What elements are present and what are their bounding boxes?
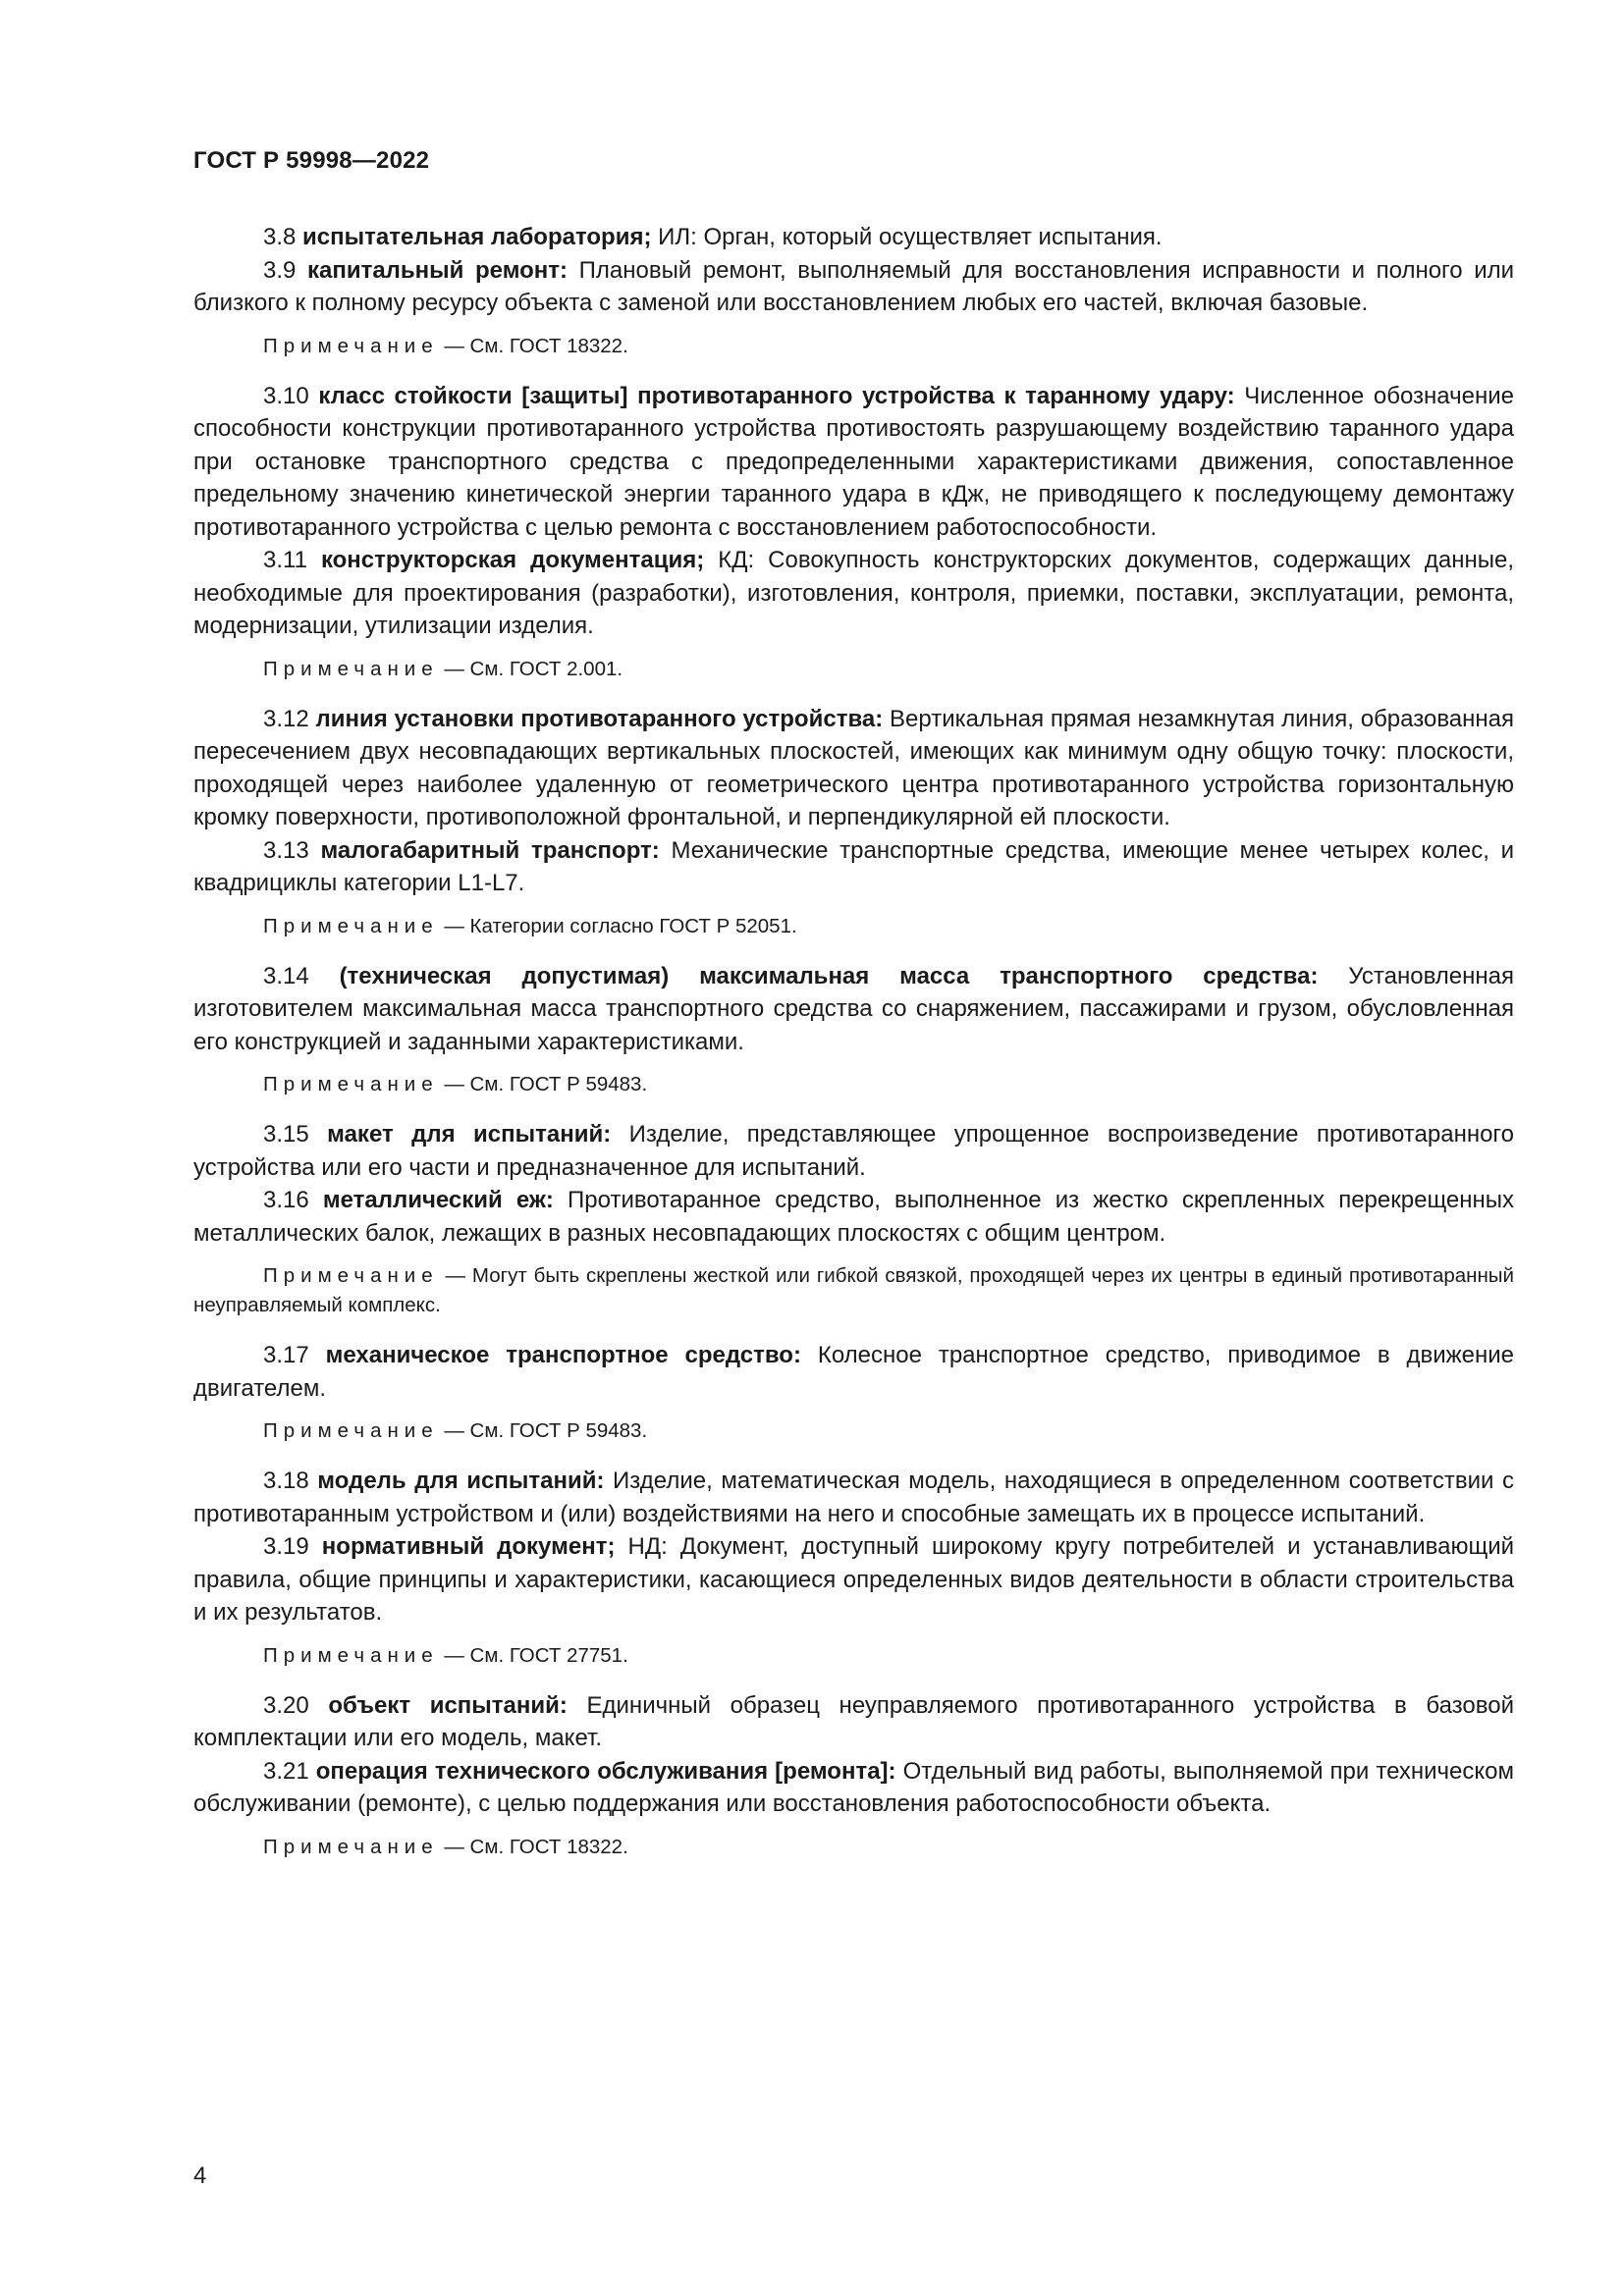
term-entry [193,1689,1514,1755]
term-number: 3.15 [263,1121,309,1148]
note-label: Примечание [263,1643,439,1667]
term-name: испытательная лаборатория; [302,224,652,250]
term-number: 3.10 [263,382,309,409]
term-note [193,332,1514,361]
term-entry [193,834,1514,900]
note-label: Примечание [263,657,439,680]
term-entry [193,960,1514,1059]
note-text: — См. ГОСТ 18322. [444,334,628,357]
terms-section [193,221,1514,1881]
term-name: линия установки противотаранного устройства: [315,705,884,732]
term-entry [193,1465,1514,1530]
term-note [193,912,1514,941]
term-name: металлический еж: [322,1187,554,1213]
term-entry [193,380,1514,545]
term-name: класс стойкости [защиты] противотаранного устройства к таранному удару: [318,382,1235,409]
term-definition: НД: Документ, доступный широкому кругу потребителей и устанавливающий правила, общие принципы и характеристики, касающиеся определенных видов деятельности в области строительства и их результатов. [193,1533,1515,1626]
note-text: — См. ГОСТ Р 59483. [444,1419,648,1442]
term-name: капитальный ремонт: [306,256,568,284]
note-text: — См. ГОСТ 2.001. [444,657,623,680]
term-note [193,1833,1514,1862]
term-note [193,1261,1514,1320]
term-number: 3.20 [263,1691,309,1719]
term-note [193,1641,1514,1671]
term-number: 3.14 [263,962,309,989]
term-definition: Отдельный вид работы, выполняемой при техническом обслуживании (ремонте), с целью поддержания или восстановления работоспособности объекта. [193,1757,1515,1817]
term-name: объект испытаний: [328,1691,568,1719]
term-definition: Противотаранное средство, выполненное из жестко скрепленных перекрещенных металлических балок, лежащих в разных несовпадающих плоскостях с общим центром. [193,1187,1515,1247]
term-number: 3.19 [263,1533,309,1560]
note-text: — Категории согласно ГОСТ Р 52051. [444,914,797,937]
note-label: Примечание [263,1835,439,1858]
term-name: нормативный документ; [321,1533,616,1560]
term-entry [193,1118,1514,1184]
term-number: 3.21 [263,1757,309,1785]
term-entry [193,254,1514,320]
term-number: 3.17 [263,1342,309,1368]
term-definition: Изделие, представляющее упрощенное воспроизведение противотаранного устройства или его части и предназначенное для испытаний. [193,1121,1515,1181]
note-label: Примечание [263,334,439,357]
note-label: Примечание [263,1264,439,1287]
term-number: 3.11 [263,547,307,573]
term-entry [193,703,1514,834]
term-number: 3.12 [263,705,309,732]
term-name: (техническая допустимая) максимальная масса транспортного средства: [339,962,1319,989]
term-definition: Численное обозначение способности конструкции противотаранного устройства противостоять разрушающему воздействию таранного удара при остановке транспортного средства с предопределенными характеристиками движения, сопоставленное предельному значению кинетической энергии таранного удара в кДж, не приводящего к последующему демонтажу противотаранного устройства с целью ремонта с восстановлением работоспособности. [193,382,1514,541]
note-label: Примечание [263,1419,439,1442]
note-label: Примечание [263,1073,439,1095]
term-name: механическое транспортное средство: [325,1342,801,1368]
term-definition: КД: Совокупность конструкторских документов, содержащих данные, необходимые для проектирования (разработки), изготовления, контроля, приемки, поставки, эксплуатации, ремонта, модернизации, утилизации изделия. [193,547,1515,639]
term-note [193,655,1514,684]
term-entry [193,544,1514,643]
term-entry [193,1339,1514,1405]
term-entry [193,221,1514,254]
note-text: — См. ГОСТ 18322. [444,1835,628,1858]
page-number: 4 [193,2163,207,2189]
term-definition: Вертикальная прямая незамкнутая линия, образованная пересечением двух несовпадающих вертикальных плоскостей, имеющих как минимум одну общую точку: плоскости, проходящей через наиболее удаленную от геометрического центра противотаранного устройства горизонтальную кромку поверхности, противоположной фронтальной, и перпендикулярной ей плоскости. [193,705,1514,830]
term-note [193,1416,1514,1446]
term-definition: Механические транспортные средства, имеющие менее четырех колес, и квадрициклы категории L1-L7. [193,836,1515,896]
term-name: макет для испытаний: [327,1121,612,1148]
term-name: модель для испытаний: [317,1468,605,1494]
term-name: конструкторская документация; [320,547,705,573]
note-label: Примечание [263,914,439,937]
term-definition: Установленная изготовителем максимальная масса транспортного средства со снаряжением, пассажирами и грузом, обусловленная его конструкцией и заданными характеристиками. [193,962,1514,1055]
term-definition: Изделие, математическая модель, находящиеся в определенном соответствии с противотаранным устройством и (или) воздействиями на него и способные замещать их в процессе испытаний. [193,1468,1515,1527]
term-entry [193,1184,1514,1250]
note-text: — См. ГОСТ 27751. [444,1643,628,1667]
term-entry [193,1530,1514,1629]
term-name: операция технического обслуживания [ремонта]: [315,1757,896,1785]
term-name: малогабаритный транспорт: [320,836,660,864]
document-header: ГОСТ Р 59998—2022 [193,147,430,174]
term-definition: ИЛ: Орган, который осуществляет испытания. [658,224,1163,250]
term-number: 3.16 [263,1187,309,1213]
term-entry [193,1755,1514,1821]
term-definition: Единичный образец неуправляемого противотаранного устройства в базовой комплектации или его модель, макет. [193,1691,1515,1751]
term-number: 3.9 [263,256,297,284]
term-number: 3.18 [263,1468,309,1494]
term-note [193,1070,1514,1099]
note-text: — См. ГОСТ Р 59483. [444,1073,648,1095]
term-number: 3.8 [263,224,297,250]
term-definition: Колесное транспортное средство, приводимое в движение двигателем. [193,1342,1515,1402]
note-text: — Могут быть скреплены жесткой или гибкой связкой, проходящей через их центры в единый противотаранный неуправляемый комплекс. [193,1264,1514,1316]
term-definition: Плановый ремонт, выполняемый для восстановления исправности и полного или близкого к полному ресурсу объекта с заменой или восстановлением любых его частей, включая базовые. [193,256,1515,316]
term-number: 3.13 [263,836,309,864]
